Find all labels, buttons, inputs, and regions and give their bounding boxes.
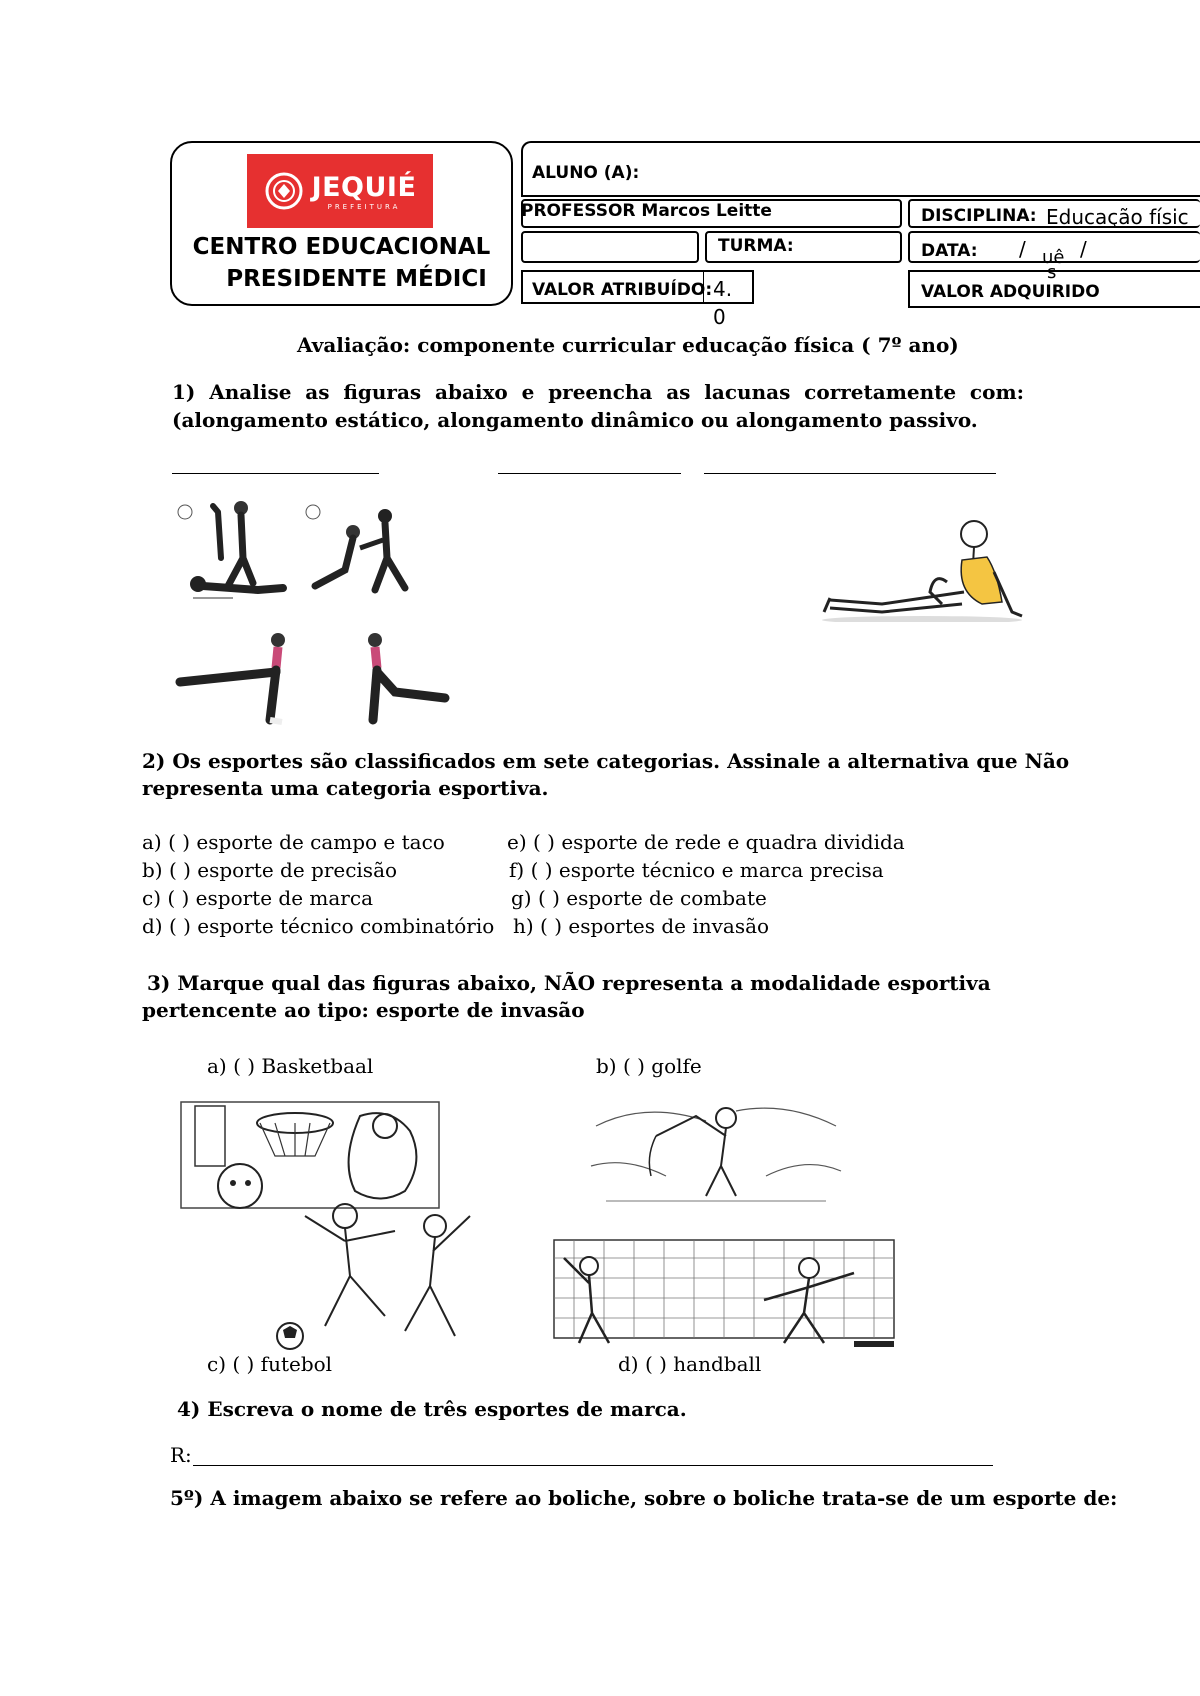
- q2-option-d[interactable]: d) ( ) esporte técnico combinatório: [142, 914, 495, 938]
- data-separator-2: /: [1080, 237, 1087, 261]
- data-month-text-2: s: [1047, 262, 1057, 283]
- logo-subtext: PREFEITURA: [327, 202, 401, 211]
- professor-label: PROFESSOR Marcos Leitte: [521, 201, 772, 221]
- handball-image: [534, 1238, 900, 1348]
- q3-option-a[interactable]: a) ( ) Basketbaal: [207, 1054, 374, 1078]
- turma-label: TURMA:: [718, 236, 794, 256]
- passive-stretch-image-1: [173, 498, 293, 608]
- valor-atribuido-value-2: 0: [713, 305, 726, 329]
- q2-option-e[interactable]: e) ( ) esporte de rede e quadra dividida: [507, 830, 905, 854]
- valor-adquirido-label: VALOR ADQUIRIDO: [921, 282, 1100, 302]
- valor-atribuido-label: VALOR ATRIBUÍDO:: [532, 280, 713, 300]
- dynamic-stretch-image-2: [345, 630, 455, 725]
- q2-option-f[interactable]: f) ( ) esporte técnico e marca precisa: [509, 858, 884, 882]
- q2-option-a[interactable]: a) ( ) esporte de campo e taco: [142, 830, 445, 854]
- data-separator-1: /: [1019, 237, 1026, 261]
- q3-option-b[interactable]: b) ( ) golfe: [596, 1054, 702, 1078]
- q3-line1: 3) Marque qual das figuras abaixo, NÃO representa a modalidade esportiva: [147, 971, 991, 995]
- football-image: [255, 1186, 495, 1351]
- jequie-logo: [247, 154, 433, 228]
- q3-option-c[interactable]: c) ( ) futebol: [207, 1352, 333, 1376]
- q3-line2: pertencente ao tipo: esporte de invasão: [142, 998, 585, 1022]
- disciplina-value: Educação físic: [1046, 205, 1189, 229]
- school-name-line1: CENTRO EDUCACIONAL: [192, 234, 491, 260]
- dynamic-stretch-image-1: [172, 630, 322, 725]
- q4-answer-label: R:: [170, 1443, 192, 1467]
- q1-line1: 1) Analise as figuras abaixo e preencha as lacunas corretamente com:: [172, 380, 1024, 404]
- school-name-line2: PRESIDENTE MÉDICI: [226, 266, 487, 292]
- golf-image: [586, 1096, 848, 1206]
- q1-answer-line-2[interactable]: [498, 473, 681, 474]
- page-title: Avaliação: componente curricular educação física ( 7º ano): [297, 333, 959, 357]
- disciplina-label: DISCIPLINA:: [921, 206, 1037, 226]
- q2-option-g[interactable]: g) ( ) esporte de combate: [511, 886, 767, 910]
- valor-atribuido-value: 4.: [713, 277, 733, 301]
- passive-stretch-image-2: [305, 498, 425, 608]
- q2-option-b[interactable]: b) ( ) esporte de precisão: [142, 858, 398, 882]
- blank-field: [521, 231, 699, 263]
- q4-text: 4) Escreva o nome de três esportes de marca.: [177, 1397, 687, 1421]
- q1-line2: (alongamento estático, alongamento dinâmico ou alongamento passivo.: [172, 408, 978, 432]
- q1-answer-line-1[interactable]: [172, 473, 379, 474]
- data-label: DATA:: [921, 241, 978, 261]
- q2-option-c[interactable]: c) ( ) esporte de marca: [142, 886, 373, 910]
- q2-option-h[interactable]: h) ( ) esportes de invasão: [513, 914, 770, 938]
- q4-answer-line[interactable]: [193, 1465, 993, 1466]
- logo-text: JEQUIÉ: [311, 171, 417, 203]
- q2-line1: 2) Os esportes são classificados em sete categorias. Assinale a alternativa que Não: [142, 749, 1070, 773]
- q5-text: 5º) A imagem abaixo se refere ao boliche, sobre o boliche trata-se de um esporte de:: [170, 1486, 1118, 1510]
- q3-option-d[interactable]: d) ( ) handball: [618, 1352, 762, 1376]
- static-stretch-image: [822, 512, 1027, 622]
- data-month-text: uê: [1042, 247, 1065, 268]
- q1-answer-line-3[interactable]: [704, 473, 996, 474]
- city-seal-icon: [264, 171, 304, 211]
- aluno-label: ALUNO (A):: [532, 163, 640, 183]
- q2-line2: representa uma categoria esportiva.: [142, 776, 549, 800]
